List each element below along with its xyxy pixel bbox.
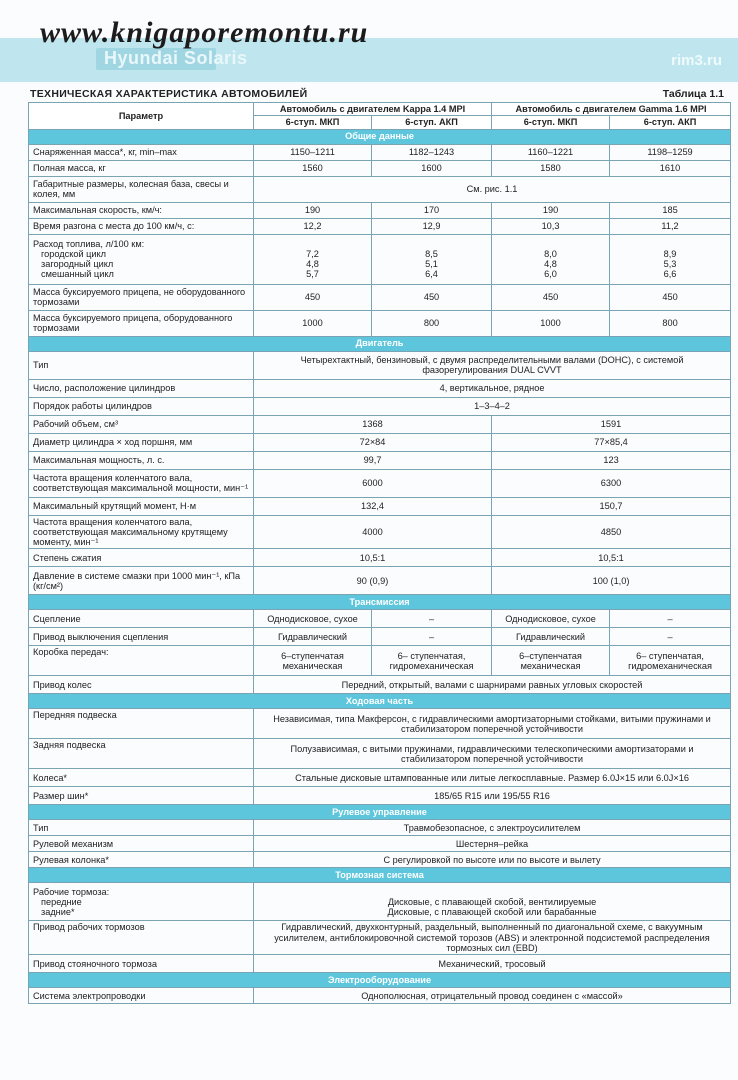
param-label: Рулевая колонка* bbox=[29, 852, 254, 868]
param-label: Рабочий объем, см³ bbox=[29, 415, 254, 433]
value-cell: 4850 bbox=[492, 515, 731, 549]
table-row bbox=[29, 160, 731, 176]
value-cell: 450 bbox=[492, 284, 610, 310]
brand-title: Hyundai Solaris bbox=[104, 48, 248, 68]
table-row bbox=[29, 433, 731, 451]
param-label: Максимальный крутящий момент, Н·м bbox=[29, 497, 254, 515]
spec-table bbox=[28, 102, 731, 1004]
service-brakes-label: Рабочие тормоза: bbox=[33, 886, 110, 897]
param-label: Размер шин* bbox=[29, 787, 254, 805]
table-row bbox=[29, 351, 731, 379]
param-label: Тип bbox=[29, 820, 254, 836]
table-row bbox=[29, 310, 731, 336]
table-row bbox=[29, 451, 731, 469]
param-label: Передняя подвеска bbox=[29, 709, 254, 739]
fuel-extra-label: загородный цикл bbox=[41, 259, 114, 270]
value-cell: Травмобезопасное, с электроусилителем bbox=[254, 820, 731, 836]
param-label: Порядок работы цилиндров bbox=[29, 397, 254, 415]
param-label: Диаметр цилиндра × ход поршня, мм bbox=[29, 433, 254, 451]
value-cell: – bbox=[610, 610, 731, 628]
param-label: Частота вращения коленчатого вала, соответствующая максимальному крутящему моменту, мин⁻¹ bbox=[29, 515, 254, 549]
section-row bbox=[29, 129, 731, 144]
param-label: Время разгона с места до 100 км/ч, с: bbox=[29, 218, 254, 234]
table-row bbox=[29, 955, 731, 973]
value-cell: Гидравлический bbox=[254, 628, 372, 646]
param-label: Максимальная скорость, км/ч: bbox=[29, 202, 254, 218]
value-cell: 190 bbox=[254, 202, 372, 218]
value-cell: 450 bbox=[610, 284, 731, 310]
value-cell: Гидравлический bbox=[492, 628, 610, 646]
fuel-urban-label: городской цикл bbox=[41, 248, 107, 259]
table-row bbox=[29, 379, 731, 397]
value-cell: 190 bbox=[492, 202, 610, 218]
value-cell: 10,3 bbox=[492, 218, 610, 234]
param-label: Частота вращения коленчатого вала, соответствующая максимальной мощности, мин⁻¹ bbox=[29, 469, 254, 497]
table-row bbox=[29, 921, 731, 955]
param-label: Рулевой механизм bbox=[29, 836, 254, 852]
table-row bbox=[29, 176, 731, 202]
table-row bbox=[29, 144, 731, 160]
table-row bbox=[29, 202, 731, 218]
value-cell: С регулировкой по высоте или по высоте и вылету bbox=[254, 852, 731, 868]
param-label: Максимальная мощность, л. с. bbox=[29, 451, 254, 469]
section-row bbox=[29, 595, 731, 610]
value-cell: 1000 bbox=[254, 310, 372, 336]
section-steering: Рулевое управление bbox=[29, 805, 731, 820]
value-cell: 99,7 bbox=[254, 451, 492, 469]
value-cell: 100 (1,0) bbox=[492, 567, 731, 595]
fuel-label: Расход топлива, л/100 км: bbox=[33, 238, 145, 249]
value-cell bbox=[254, 883, 731, 921]
param-label: Число, расположение цилиндров bbox=[29, 379, 254, 397]
value-cell: Механический, тросовый bbox=[254, 955, 731, 973]
front-brakes-label: передние bbox=[41, 896, 82, 907]
table-row bbox=[29, 218, 731, 234]
param-label: Колеса* bbox=[29, 769, 254, 787]
value-cell: 12,2 bbox=[254, 218, 372, 234]
value-cell: – bbox=[372, 628, 492, 646]
table-row bbox=[29, 549, 731, 567]
site-logo: rim3.ru bbox=[671, 52, 722, 69]
fuel-mixed-label: смешанный цикл bbox=[41, 269, 114, 280]
value-cell: 8,0 4,8 6,0 bbox=[492, 234, 610, 284]
table-row bbox=[29, 836, 731, 852]
engine1-header: Автомобиль с двигателем Kappa 1.4 MPI bbox=[254, 103, 492, 116]
value-cell: 1600 bbox=[372, 160, 492, 176]
value-cell: 123 bbox=[492, 451, 731, 469]
value-cell: 1160–1221 bbox=[492, 144, 610, 160]
value-cell: 6– ступенчатая, гидромеханическая bbox=[372, 646, 492, 676]
value-cell: 1182–1243 bbox=[372, 144, 492, 160]
section-general: Общие данные bbox=[29, 129, 731, 144]
value-cell: 10,5:1 bbox=[492, 549, 731, 567]
value-cell: 6–ступенчатая механическая bbox=[492, 646, 610, 676]
value-cell: Шестерня–рейка bbox=[254, 836, 731, 852]
value-cell: 8,5 5,1 6,4 bbox=[372, 234, 492, 284]
value-cell: 450 bbox=[254, 284, 372, 310]
table-row bbox=[29, 769, 731, 787]
table-row bbox=[29, 469, 731, 497]
value-cell: 1368 bbox=[254, 415, 492, 433]
table-row bbox=[29, 610, 731, 628]
value-cell: 1–3–4–2 bbox=[254, 397, 731, 415]
table-row bbox=[29, 284, 731, 310]
param-label: Задняя подвеска bbox=[29, 739, 254, 769]
value-cell: 185/65 R15 или 195/55 R16 bbox=[254, 787, 731, 805]
table-row bbox=[29, 628, 731, 646]
table-row bbox=[29, 646, 731, 676]
value-cell: Однодисковое, сухое bbox=[254, 610, 372, 628]
value-cell: Независимая, типа Макферсон, с гидравлическими амортизаторными стойками, витыми пружинами и стабилизатором поперечной устойчивости bbox=[254, 709, 731, 739]
section-row bbox=[29, 694, 731, 709]
value-cell: 10,5:1 bbox=[254, 549, 492, 567]
table-row bbox=[29, 787, 731, 805]
at-header: 6-ступ. АКП bbox=[372, 116, 492, 129]
value-cell: 6–ступенчатая механическая bbox=[254, 646, 372, 676]
param-label: Тип bbox=[29, 351, 254, 379]
value-cell: 6300 bbox=[492, 469, 731, 497]
value-cell: Гидравлический, двухконтурный, раздельный, выполненный по диагональной схеме, с вакуумным усилителем, антиблокировочной системой торозов (ABS) и электронной подсистемой распределения тормозных сил (EBD) bbox=[254, 921, 731, 955]
param-label: Габаритные размеры, колесная база, свесы и колея, мм bbox=[29, 176, 254, 202]
value-cell: 800 bbox=[372, 310, 492, 336]
document-title: ТЕХНИЧЕСКАЯ ХАРАКТЕРИСТИКА АВТОМОБИЛЕЙ bbox=[30, 88, 308, 100]
value-cell: 4, вертикальное, рядное bbox=[254, 379, 731, 397]
mt-header: 6-ступ. МКП bbox=[492, 116, 610, 129]
param-label bbox=[29, 234, 254, 284]
table-number: Таблица 1.1 bbox=[662, 88, 724, 100]
value-cell: 1000 bbox=[492, 310, 610, 336]
table-row bbox=[29, 397, 731, 415]
value-cell: Однодисковое, сухое bbox=[492, 610, 610, 628]
section-engine: Двигатель bbox=[29, 336, 731, 351]
value-cell: 1560 bbox=[254, 160, 372, 176]
engine2-header: Автомобиль с двигателем Gamma 1.6 MPI bbox=[492, 103, 731, 116]
value-cell: 6000 bbox=[254, 469, 492, 497]
param-label: Полная масса, кг bbox=[29, 160, 254, 176]
value-cell: – bbox=[372, 610, 492, 628]
value-cell: 170 bbox=[372, 202, 492, 218]
value-cell: 185 bbox=[610, 202, 731, 218]
table-row bbox=[29, 820, 731, 836]
section-row bbox=[29, 868, 731, 883]
rear-brakes-label: задние* bbox=[41, 907, 75, 918]
header-row bbox=[29, 103, 731, 116]
section-row bbox=[29, 336, 731, 351]
section-row bbox=[29, 805, 731, 820]
param-label: Привод стояночного тормоза bbox=[29, 955, 254, 973]
value-cell: 1591 bbox=[492, 415, 731, 433]
param-label: Масса буксируемого прицепа, не оборудованного тормозами bbox=[29, 284, 254, 310]
table-row bbox=[29, 739, 731, 769]
table-row bbox=[29, 988, 731, 1004]
param-label: Привод колес bbox=[29, 676, 254, 694]
value-cell: Однополюсная, отрицательный провод соединен с «массой» bbox=[254, 988, 731, 1004]
table-row bbox=[29, 883, 731, 921]
watermark-url: www.knigaporemontu.ru bbox=[40, 16, 369, 49]
value-cell: 132,4 bbox=[254, 497, 492, 515]
rear-brakes-value: Дисковые, с плавающей скобой или барабанные bbox=[387, 907, 597, 918]
table-row bbox=[29, 497, 731, 515]
table-row bbox=[29, 676, 731, 694]
param-label: Сцепление bbox=[29, 610, 254, 628]
param-label: Привод выключения сцепления bbox=[29, 628, 254, 646]
value-cell: 450 bbox=[372, 284, 492, 310]
section-electrical: Электрооборудование bbox=[29, 973, 731, 988]
value-cell: Передний, открытый, валами с шарнирами равных угловых скоростей bbox=[254, 676, 731, 694]
param-label bbox=[29, 883, 254, 921]
value-cell: 1580 bbox=[492, 160, 610, 176]
table-row bbox=[29, 852, 731, 868]
table-row bbox=[29, 415, 731, 433]
value-cell: 90 (0,9) bbox=[254, 567, 492, 595]
value-cell: Стальные дисковые штампованные или литые легкосплавные. Размер 6.0J×15 или 6.0J×16 bbox=[254, 769, 731, 787]
param-label: Степень сжатия bbox=[29, 549, 254, 567]
value-cell: 8,9 5,3 6,6 bbox=[610, 234, 731, 284]
param-label: Привод рабочих тормозов bbox=[29, 921, 254, 955]
at-header: 6-ступ. АКП bbox=[610, 116, 731, 129]
param-header: Параметр bbox=[29, 103, 254, 130]
value-cell: 1610 bbox=[610, 160, 731, 176]
param-label: Давление в системе смазки при 1000 мин⁻¹, кПа (кг/см²) bbox=[29, 567, 254, 595]
table-row bbox=[29, 709, 731, 739]
value-cell: 11,2 bbox=[610, 218, 731, 234]
value-cell: 7,2 4,8 5,7 bbox=[254, 234, 372, 284]
value-cell: 1198–1259 bbox=[610, 144, 731, 160]
param-label: Коробка передач: bbox=[29, 646, 254, 676]
front-brakes-value: Дисковые, с плавающей скобой, вентилируемые bbox=[387, 896, 597, 907]
section-transmission: Трансмиссия bbox=[29, 595, 731, 610]
table-row bbox=[29, 515, 731, 549]
value-cell: 6– ступенчатая, гидромеханическая bbox=[610, 646, 731, 676]
value-cell: 4000 bbox=[254, 515, 492, 549]
value-cell: Полузависимая, с витыми пружинами, гидравлическими телескопическими амортизаторами и стабилизатором поперечной устойчивости bbox=[254, 739, 731, 769]
value-cell: 72×84 bbox=[254, 433, 492, 451]
value-cell: 150,7 bbox=[492, 497, 731, 515]
value-cell: Четырехтактный, бензиновый, с двумя распределительными валами (DOHC), с системой фазорегулирования DUAL CVVT bbox=[254, 351, 731, 379]
param-label: Масса буксируемого прицепа, оборудованного тормозами bbox=[29, 310, 254, 336]
param-label: Снаряженная масса*, кг, min–max bbox=[29, 144, 254, 160]
value-cell: 77×85,4 bbox=[492, 433, 731, 451]
section-row bbox=[29, 973, 731, 988]
value-cell: См. рис. 1.1 bbox=[254, 176, 731, 202]
value-cell: 12,9 bbox=[372, 218, 492, 234]
value-cell: 1150–1211 bbox=[254, 144, 372, 160]
value-cell: 800 bbox=[610, 310, 731, 336]
table-row bbox=[29, 567, 731, 595]
mt-header: 6-ступ. МКП bbox=[254, 116, 372, 129]
section-brakes: Тормозная система bbox=[29, 868, 731, 883]
section-chassis: Ходовая часть bbox=[29, 694, 731, 709]
value-cell: – bbox=[610, 628, 731, 646]
param-label: Система электропроводки bbox=[29, 988, 254, 1004]
table-row bbox=[29, 234, 731, 284]
